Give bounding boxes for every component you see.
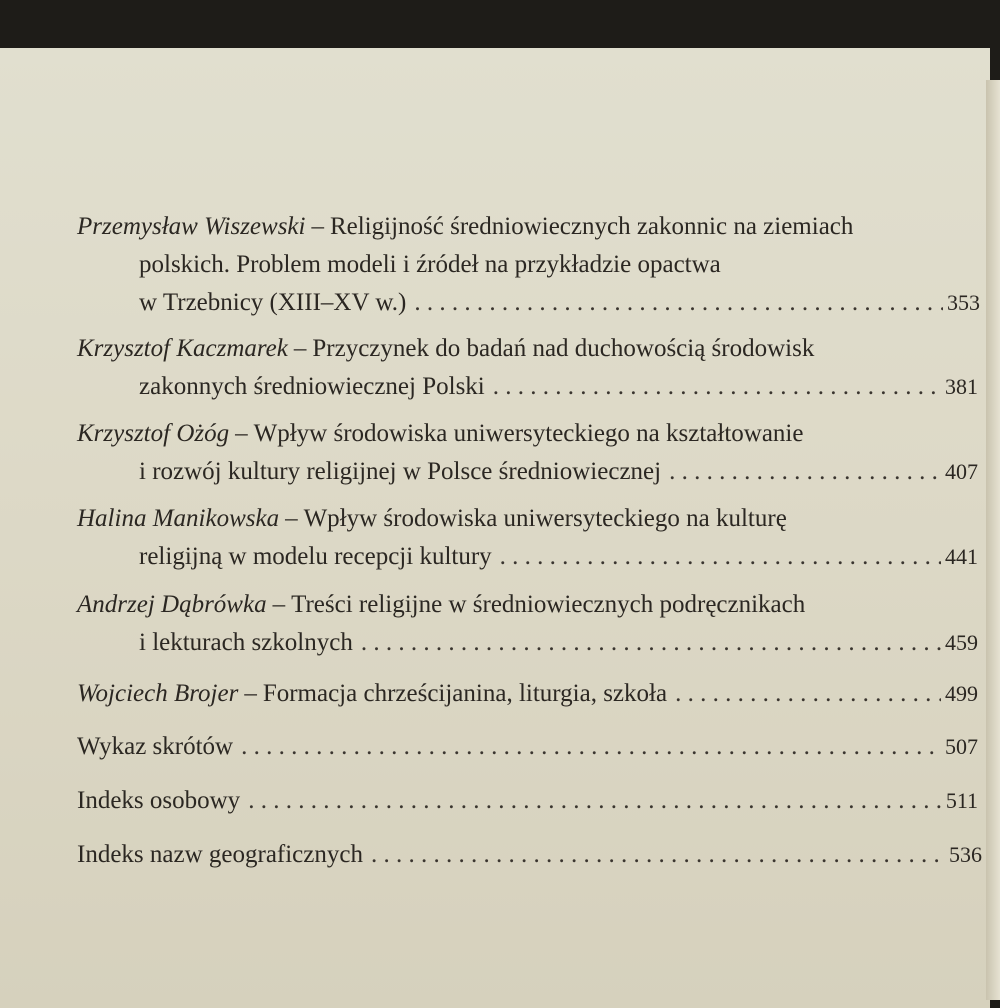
toc-entry-title: Wpływ środowiska uniwersyteckiego na kulturę — [303, 505, 787, 532]
toc-dash: – — [235, 420, 248, 447]
toc-entry-author: Krzysztof Ożóg — [77, 420, 230, 447]
toc-entry-title: Wykaz skrótów — [77, 733, 234, 760]
toc-dash: – — [311, 213, 324, 240]
toc-entry-title: i rozwój kultury religijnej w Polsce średniowiecznej — [139, 458, 662, 485]
leader-dots — [241, 734, 941, 759]
toc-entry-3-line-1 — [77, 421, 920, 446]
toc-entry-4-line-1 — [77, 506, 920, 531]
toc-entry-5-line-2 — [139, 630, 978, 655]
toc-entry-author: Andrzej Dąbrówka — [77, 591, 267, 618]
toc-entry-title: Przyczynek do badań nad duchowością środowisk — [312, 335, 815, 362]
leader-dots — [669, 459, 941, 484]
page-number: 507 — [945, 734, 978, 759]
page-number: 511 — [945, 788, 978, 813]
toc-entry-title: religijną w modelu recepcji kultury — [139, 543, 492, 570]
leader-dots — [371, 842, 945, 867]
leader-dots — [248, 788, 942, 813]
toc-entry-5-line-1 — [77, 592, 920, 617]
toc-entry-author: Krzysztof Kaczmarek — [77, 335, 288, 362]
page-number: 353 — [947, 290, 980, 315]
toc-entry-6-line-1 — [77, 681, 978, 706]
leader-dots — [414, 290, 943, 315]
toc-entry-1-line-1 — [77, 214, 934, 239]
toc-dash: – — [293, 335, 307, 362]
toc-entry-title: zakonnych średniowiecznej Polski — [139, 373, 485, 400]
toc-entry-title: Indeks nazw geograficznych — [77, 841, 363, 868]
toc-appendix-geographic-index — [77, 842, 982, 867]
toc-entry-2-line-1 — [77, 336, 940, 361]
toc-entry-2-line-2 — [139, 374, 978, 399]
toc-entry-1-line-3 — [139, 290, 980, 315]
page-number: 499 — [945, 681, 978, 706]
toc-entry-1-line-2 — [139, 252, 934, 277]
toc-appendix-abbreviations — [77, 734, 978, 759]
leader-dots — [493, 374, 941, 399]
toc-entry-title: i lekturach szkolnych — [139, 629, 353, 656]
toc-entry-title: Treści religijne w średniowiecznych podręcznikach — [291, 591, 806, 618]
page-number: 407 — [945, 459, 978, 484]
page-number: 459 — [945, 630, 978, 655]
toc-entry-title: Wpływ środowiska uniwersyteckiego na kształtowanie — [253, 420, 804, 447]
toc-entry-title: Formacja chrześcijanina, liturgia, szkoła — [262, 680, 668, 707]
page-number: 441 — [945, 544, 978, 569]
toc-entry-title: Religijność średniowiecznych zakonnic na ziemiach — [329, 213, 854, 240]
toc-entry-title: polskich. Problem modeli i źródeł na przykładzie opactwa — [139, 251, 721, 278]
toc-entry-title: w Trzebnicy (XIII–XV w.) — [139, 289, 407, 316]
leader-dots — [500, 544, 941, 569]
toc-entry-4-line-2 — [139, 544, 978, 569]
toc-entry-3-line-2 — [139, 459, 978, 484]
toc-dash: – — [244, 680, 257, 707]
leader-dots — [361, 630, 941, 655]
toc-appendix-person-index — [77, 788, 978, 813]
page-number: 381 — [945, 374, 978, 399]
toc-entry-author: Halina Manikowska — [77, 505, 280, 532]
toc-dash: – — [272, 591, 286, 618]
toc-entry-title: Indeks osobowy — [77, 787, 241, 814]
page-number: 536 — [949, 842, 982, 867]
leader-dots — [675, 681, 941, 706]
toc-dash: – — [285, 505, 298, 532]
toc-entry-author: Wojciech Brojer — [77, 680, 239, 707]
toc-entry-author: Przemysław Wiszewski — [77, 213, 306, 240]
